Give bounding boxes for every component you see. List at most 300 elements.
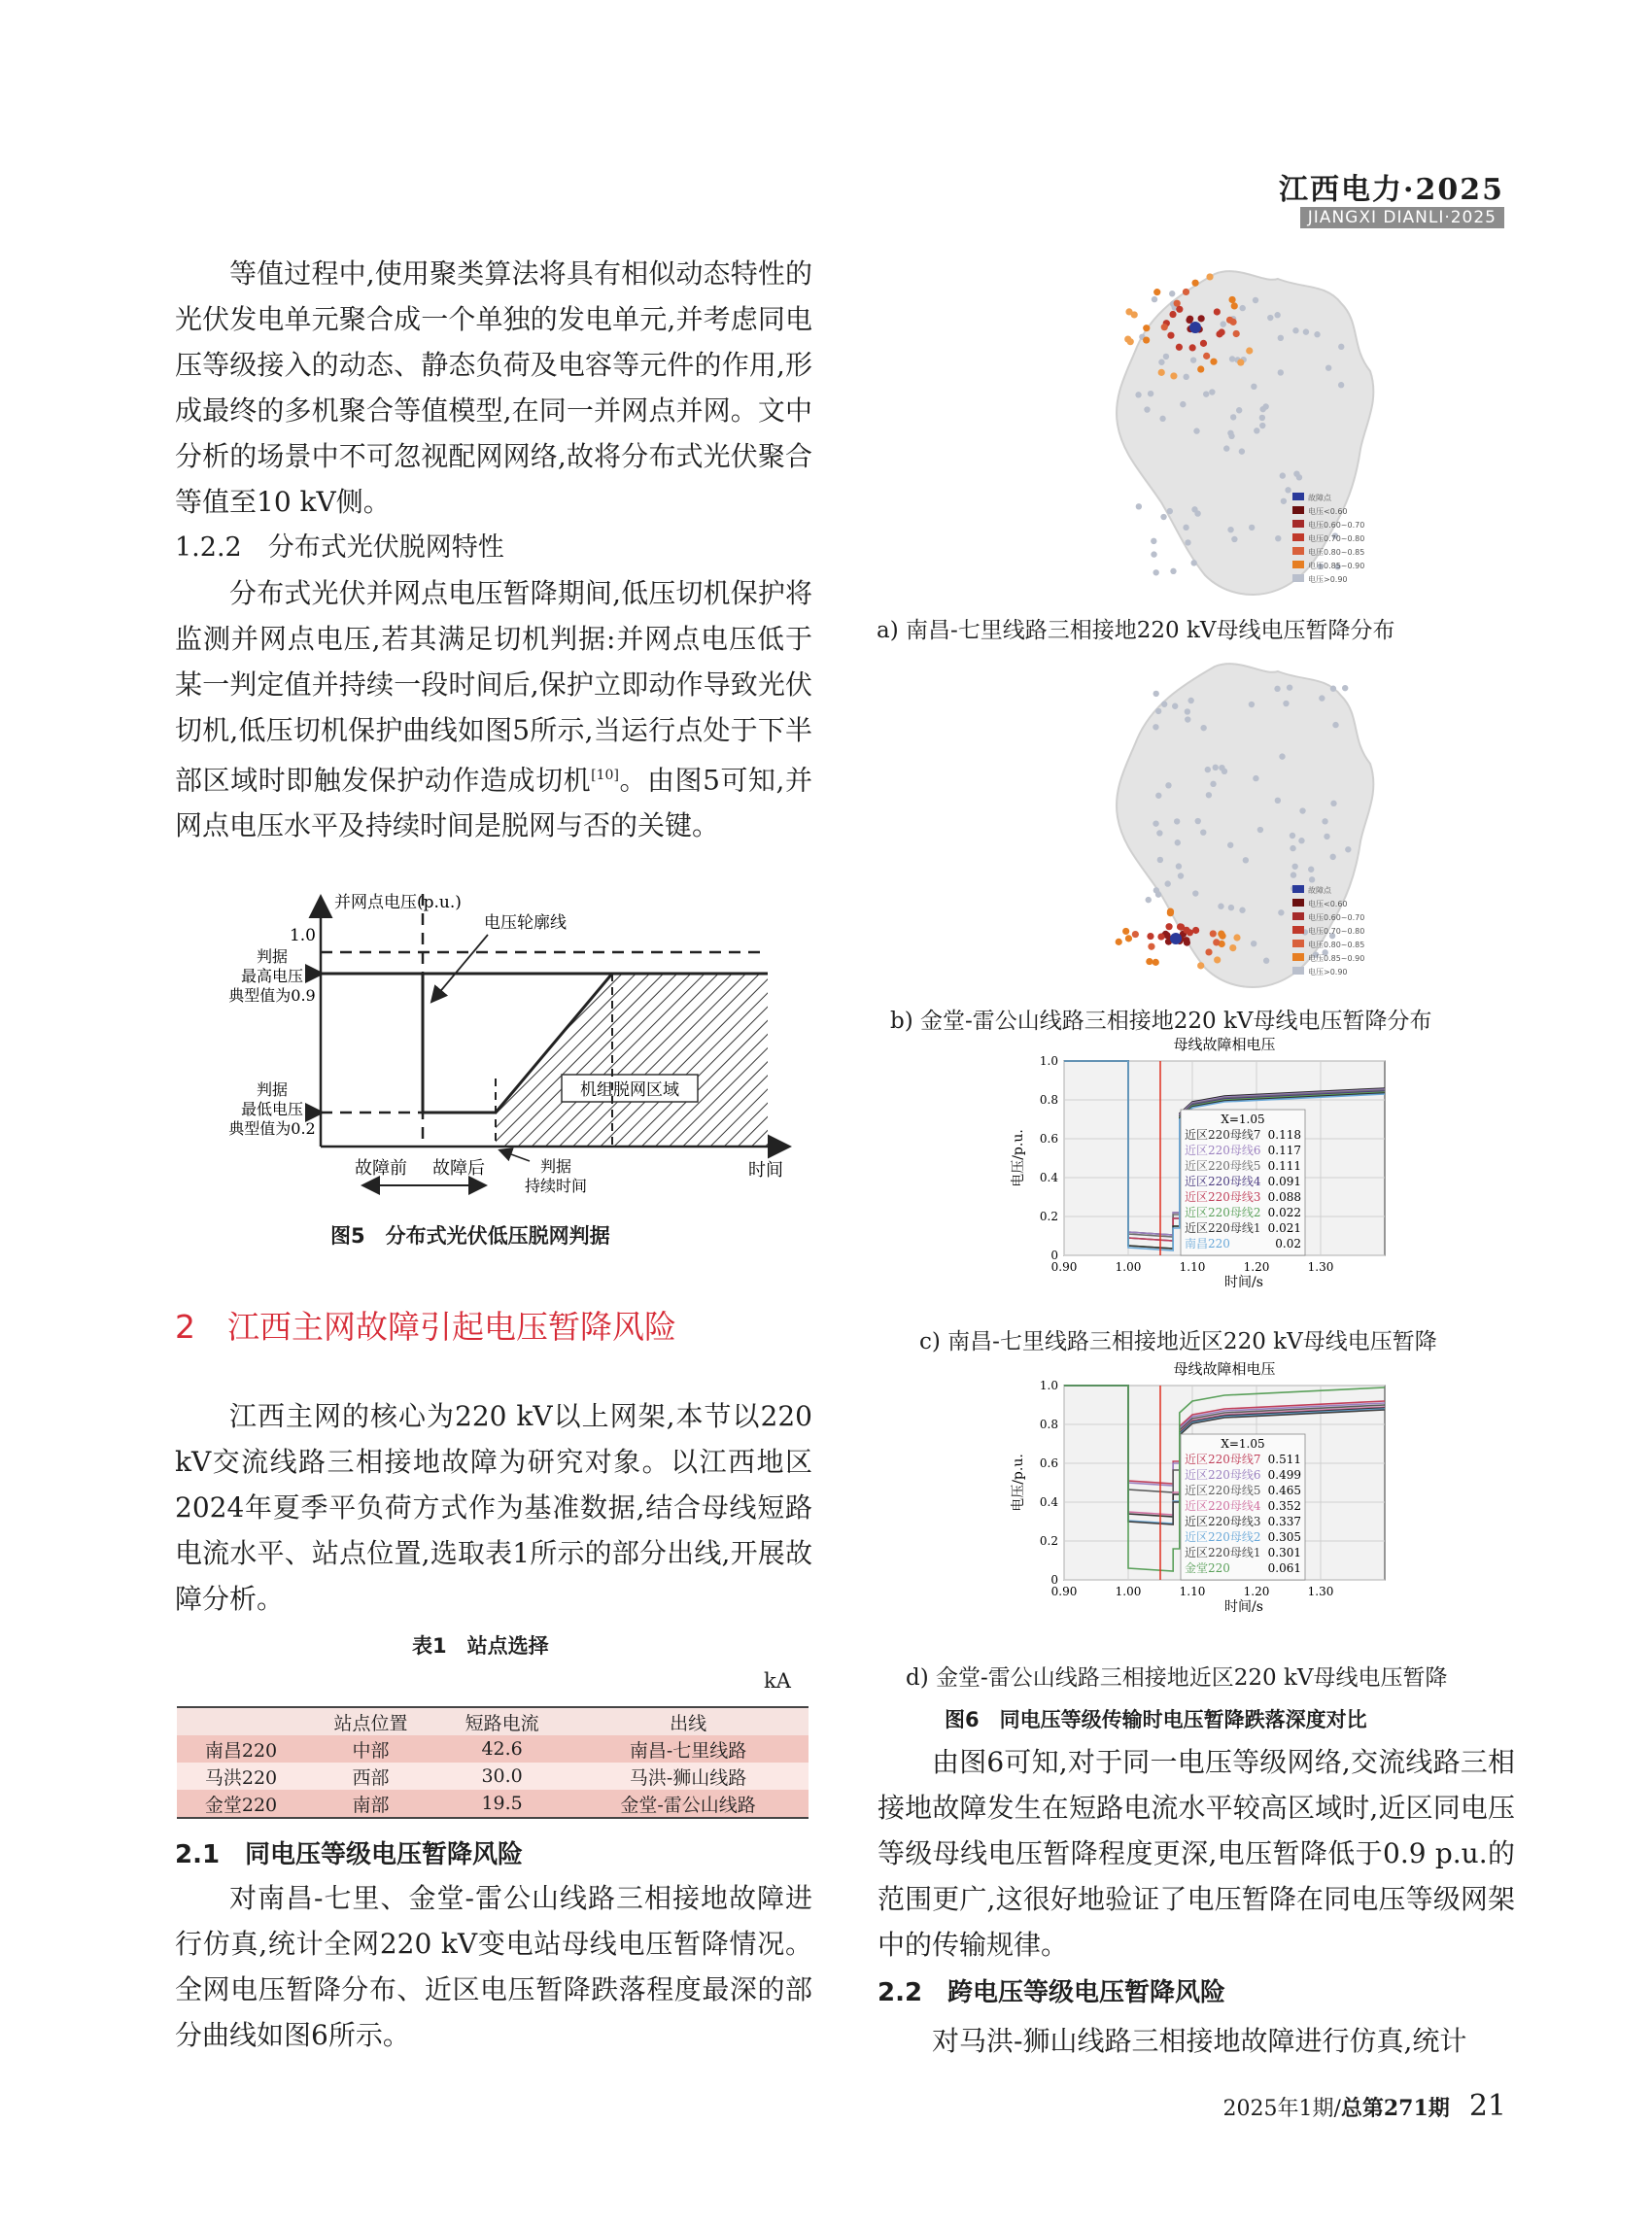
legend-series-value: 0.465 <box>1267 1484 1301 1497</box>
legend-series-value: 0.088 <box>1267 1190 1301 1204</box>
duration-pointer <box>500 1150 530 1161</box>
legend-label: 电压0.80~0.85 <box>1308 548 1365 557</box>
sag-station-dot <box>1158 369 1165 376</box>
x-cursor-label: X=1.05 <box>1221 1437 1265 1451</box>
station-dot <box>1279 753 1285 759</box>
station-dot <box>1231 536 1237 542</box>
legend-swatch <box>1292 926 1304 934</box>
station-dot <box>1185 539 1190 545</box>
table-cell: 19.5 <box>436 1790 568 1818</box>
y-tick-label: 0.4 <box>1039 1171 1058 1184</box>
station-dot <box>1314 331 1320 337</box>
station-dot <box>1172 703 1178 709</box>
station-dot <box>1169 291 1175 296</box>
station-dot <box>1200 725 1206 731</box>
province-outline <box>1117 271 1373 595</box>
table-1 <box>177 1706 809 1819</box>
sag-station-dot <box>1219 933 1225 940</box>
sag-station-dot <box>1189 344 1196 351</box>
paragraph-4: 对南昌-七里、金堂-雷公山线路三相接地故障进行仿真,统计全网220 kV变电站母线电压暂降情况。全网电压暂降分布、近区电压暂降跌落程度最深的部分曲线如图6所示。 <box>175 1882 812 2051</box>
station-dot <box>1287 684 1292 690</box>
sag-station-dot <box>1153 289 1160 295</box>
sag-station-dot <box>1132 931 1139 938</box>
station-dot <box>1263 958 1269 964</box>
station-dot <box>1227 430 1233 436</box>
station-dot <box>1155 708 1161 714</box>
legend-swatch <box>1292 953 1304 961</box>
left-text-top <box>175 251 812 848</box>
legend-series-name: 近区220母线5 <box>1185 1159 1261 1173</box>
station-dot <box>1185 716 1190 722</box>
station-dot <box>1193 428 1199 433</box>
sag-station-dot <box>1178 924 1185 931</box>
x-tick-label: 1.30 <box>1307 1585 1334 1598</box>
station-dot <box>1259 415 1265 421</box>
station-dot <box>1330 801 1336 806</box>
heading-2-2: 2.2 跨电压等级电压暂降风险 <box>878 1978 1226 2007</box>
legend-swatch <box>1292 899 1304 907</box>
table-cell: 中部 <box>305 1735 436 1763</box>
x-axis-label: 时间/s <box>1224 1275 1263 1290</box>
x-tick-label: 1.00 <box>1115 1260 1142 1274</box>
legend-series-name: 近区220母线7 <box>1185 1128 1261 1142</box>
lo-label-3: 典型值为0.2 <box>228 1119 316 1138</box>
station-dot <box>1165 782 1171 788</box>
station-dot <box>1210 781 1216 787</box>
paragraph-5: 由图6可知,对于同一电压等级网络,交流线路三相接地故障发生在短路电流水平较高区域时,近区同电压等级母线电压暂降程度更深,电压暂降低于0.9 p.u.的范围更广,这很好地验证了电压暂降在同电压等级网架中的传输规律。 <box>878 1746 1515 1961</box>
station-dot <box>1257 827 1263 833</box>
station-dot <box>1175 839 1181 845</box>
table-cell: 南昌-七里线路 <box>568 1735 809 1763</box>
sag-station-dot <box>1214 956 1221 963</box>
contour-label: 电压轮廓线 <box>484 913 567 933</box>
station-dot <box>1292 327 1298 333</box>
legend-series-name: 近区220母线1 <box>1185 1546 1261 1559</box>
heading-1-2-2: 1.2.2 分布式光伏脱网特性 <box>175 532 504 563</box>
sag-station-dot <box>1229 944 1236 951</box>
x-axis-label: 时间/s <box>1224 1599 1263 1615</box>
legend-series-value: 0.117 <box>1267 1144 1301 1157</box>
sag-station-dot <box>1187 316 1193 323</box>
station-dot <box>1205 767 1211 772</box>
contour-pointer <box>432 935 488 1001</box>
sag-station-dot <box>1192 927 1199 934</box>
station-dot <box>1164 880 1170 886</box>
station-dot <box>1299 807 1305 813</box>
page-number: 21 <box>1468 2089 1506 2123</box>
issue-info: 2025年1期/总第271期 <box>1222 2096 1450 2121</box>
table-cell: 马洪-狮山线路 <box>568 1763 809 1790</box>
station-dot <box>1192 890 1198 896</box>
legend-series-value: 0.118 <box>1267 1128 1301 1142</box>
legend-label: 电压0.70~0.80 <box>1308 927 1365 936</box>
legend-swatch <box>1292 520 1304 528</box>
station-dot <box>1157 857 1163 863</box>
x-tick-label: 1.00 <box>1115 1585 1142 1598</box>
station-dot <box>1228 905 1234 910</box>
legend-series-name: 近区220母线2 <box>1185 1206 1261 1219</box>
sag-station-dot <box>1219 328 1225 335</box>
citation: [10] <box>591 768 619 783</box>
x-tick-label: 0.90 <box>1050 1260 1078 1274</box>
station-dot <box>1278 335 1284 341</box>
sag-station-dot <box>1146 958 1153 965</box>
legend-series-name: 近区220母线2 <box>1185 1530 1261 1544</box>
y-axis-label: 电压/p.u. <box>1011 1129 1026 1187</box>
sag-station-dot <box>1197 962 1204 969</box>
station-dot <box>1329 854 1335 860</box>
station-dot <box>1291 864 1297 870</box>
paragraph-1: 等值过程中,使用聚类算法将具有相似动态特性的光伏发电单元聚合成一个单独的发电单元,并考虑同电压等级接入的动态、静态负荷及电容等元件的作用,形成最终的多机聚合等值模型,在同一并网点并网。文中分析的场景中不可忽视配网网络,故将分布式光伏聚合等值至10 kV侧。 <box>175 257 812 518</box>
y-1-0: 1.0 <box>289 926 316 945</box>
paragraph-2: 分布式光伏并网点电压暂降期间,低压切机保护将监测并网点电压,若其满足切机判据:并网点电压低于某一判定值并持续一段时间后,保护立即动作导致光伏切机,低压切机保护曲线如图5所示,当运行点处于下半部区域时即触发保护动作造成切机[10]。由图5可知,并网点电压水平及持续时间是脱网与否的关键。 <box>175 577 812 842</box>
legend-label: 故障点 <box>1308 886 1331 895</box>
region-label: 机组脱网区域 <box>580 1080 679 1100</box>
station-dot <box>1259 423 1265 428</box>
legend-swatch <box>1292 940 1304 947</box>
station-dot <box>1236 407 1242 413</box>
station-dot <box>1330 686 1336 692</box>
station-dot <box>1160 514 1166 520</box>
x-axis-label: 时间 <box>748 1160 783 1181</box>
table-header-cell <box>177 1707 305 1735</box>
station-dot <box>1342 685 1348 691</box>
hi-label-2: 最高电压 <box>240 967 304 985</box>
legend-series-name: 近区220母线4 <box>1185 1175 1261 1188</box>
journal-title: 江西电力·2025 <box>1279 173 1504 207</box>
station-dot <box>1183 374 1188 380</box>
station-dot <box>1167 508 1173 514</box>
heading-2-1: 2.1 同电压等级电压暂降风险 <box>175 1840 524 1869</box>
station-dot <box>1136 503 1142 509</box>
station-dot <box>1249 702 1255 707</box>
station-dot <box>1223 445 1229 451</box>
table-cell: 金堂-雷公山线路 <box>568 1790 809 1818</box>
hi-label-3: 典型值为0.9 <box>228 986 316 1005</box>
station-dot <box>1219 765 1224 771</box>
station-dot <box>1146 897 1152 903</box>
station-dot <box>1195 818 1201 824</box>
legend-swatch <box>1292 885 1304 893</box>
station-dot <box>1176 863 1182 869</box>
sag-station-dot <box>1197 365 1204 372</box>
legend-label: 电压0.60~0.70 <box>1308 913 1365 922</box>
legend-label: 电压0.85~0.90 <box>1308 562 1365 570</box>
sag-station-dot <box>1226 317 1233 324</box>
fault-point <box>1189 322 1201 333</box>
sag-station-dot <box>1228 296 1235 303</box>
paragraph-6: 对马洪-狮山线路三相接地故障进行仿真,统计 <box>932 2025 1467 2057</box>
station-dot <box>1298 838 1304 843</box>
x-tick-label: 0.90 <box>1050 1585 1078 1598</box>
station-dot <box>1249 525 1255 531</box>
fault-point <box>1170 933 1182 944</box>
sag-station-dot <box>1187 929 1193 936</box>
station-dot <box>1170 568 1176 574</box>
sag-station-dot <box>1122 928 1129 935</box>
station-dot <box>1290 845 1295 851</box>
station-dot <box>1280 472 1286 478</box>
table-cell: 42.6 <box>436 1735 568 1763</box>
station-dot <box>1308 867 1314 873</box>
table-1-unit: kA <box>764 1669 791 1693</box>
station-dot <box>1227 842 1233 848</box>
sag-station-dot <box>1206 273 1213 280</box>
sag-station-dot <box>1233 330 1240 337</box>
station-dot <box>1174 818 1180 824</box>
station-dot <box>1325 364 1331 370</box>
sag-station-dot <box>1153 959 1159 966</box>
table-header-cell: 出线 <box>568 1707 809 1735</box>
station-dot <box>1253 775 1258 781</box>
sag-station-dot <box>1205 948 1212 955</box>
sag-station-dot <box>1124 335 1131 342</box>
station-dot <box>1239 448 1245 454</box>
station-dot <box>1218 904 1223 909</box>
station-dot <box>1191 506 1197 512</box>
sag-station-dot <box>1148 943 1154 950</box>
station-dot <box>1338 344 1344 350</box>
sag-station-dot <box>1125 308 1132 315</box>
disconnect-region <box>496 974 768 1147</box>
x-tick-label: 1.10 <box>1179 1585 1206 1598</box>
station-dot <box>1281 498 1287 504</box>
caption-d: d) 金堂-雷公山线路三相接地近区220 kV母线电压暂降 <box>906 1665 1448 1691</box>
station-dot <box>1180 401 1186 407</box>
station-dot <box>1161 702 1167 707</box>
figure-6-caption: 图6 同电压等级传输时电压暂降跌落深度对比 <box>945 1708 1367 1731</box>
sag-station-dot <box>1143 325 1150 331</box>
legend-series-value: 0.022 <box>1267 1206 1301 1219</box>
legend-swatch <box>1292 493 1304 500</box>
table-cell: 南昌220 <box>177 1735 305 1763</box>
sag-station-dot <box>1233 934 1240 941</box>
x-tick-label: 1.20 <box>1243 1260 1270 1274</box>
sag-station-dot <box>1184 939 1190 945</box>
figure-5 <box>175 884 816 1215</box>
x-tick-label: 1.30 <box>1307 1260 1334 1274</box>
figure-5-caption: 图5 分布式光伏低压脱网判据 <box>330 1224 610 1248</box>
y-tick-label: 0 <box>1050 1249 1058 1262</box>
legend-series-value: 0.021 <box>1267 1221 1301 1235</box>
sag-station-dot <box>1169 311 1176 318</box>
station-dot <box>1319 695 1325 701</box>
station-dot <box>1200 829 1206 835</box>
right-text <box>878 1739 1515 2064</box>
sag-station-dot <box>1213 939 1220 945</box>
legend-swatch <box>1292 561 1304 568</box>
legend-series-value: 0.061 <box>1267 1561 1301 1575</box>
legend-series-name: 近区220母线4 <box>1185 1499 1261 1513</box>
caption-b: b) 金堂-雷公山线路三相接地220 kV母线电压暂降分布 <box>890 1009 1432 1034</box>
legend-series-value: 0.305 <box>1267 1530 1301 1544</box>
station-dot <box>1274 312 1280 318</box>
table-cell: 马洪220 <box>177 1763 305 1790</box>
station-dot <box>1190 560 1196 565</box>
table-header-cell: 短路电流 <box>436 1707 568 1735</box>
station-dot <box>1221 321 1226 326</box>
station-dot <box>1309 876 1315 882</box>
sag-station-dot <box>1210 359 1217 365</box>
left-text-bottom <box>175 1875 812 2058</box>
legend-series-name: 近区220母线3 <box>1185 1515 1261 1528</box>
before-fault-label: 故障前 <box>355 1158 407 1179</box>
chart-title: 母线故障相电压 <box>1173 1036 1276 1053</box>
y-tick-label: 0.6 <box>1039 1132 1058 1146</box>
y-tick-label: 0.2 <box>1039 1210 1058 1223</box>
sag-station-dot <box>1214 308 1221 315</box>
station-dot <box>1178 873 1184 878</box>
table-row <box>177 1790 809 1818</box>
journal-subtitle: JIANGXI DIANLI·2025 <box>1300 207 1504 228</box>
station-dot <box>1156 830 1162 836</box>
legend-series-value: 0.499 <box>1267 1468 1301 1482</box>
sag-station-dot <box>1237 359 1244 365</box>
station-dot <box>1163 354 1169 360</box>
station-dot <box>1332 722 1338 728</box>
legend-label: 电压>0.90 <box>1308 575 1348 584</box>
sag-station-dot <box>1246 347 1253 354</box>
legend-swatch <box>1292 912 1304 920</box>
legend-series-name: 近区220母线6 <box>1185 1468 1261 1482</box>
chart-title: 母线故障相电压 <box>1173 1360 1276 1378</box>
station-dot <box>1274 686 1280 692</box>
y-tick-label: 0 <box>1050 1573 1058 1587</box>
legend-label: 故障点 <box>1308 494 1331 502</box>
station-dot <box>1190 357 1196 362</box>
table-header-row <box>177 1707 809 1735</box>
station-dot <box>1152 296 1157 302</box>
legend-series-value: 0.02 <box>1275 1237 1301 1250</box>
station-dot <box>1230 414 1236 420</box>
page-footer <box>1222 2089 1506 2123</box>
lo-label-1: 判据 <box>256 1080 289 1099</box>
station-dot <box>1243 857 1249 863</box>
station-dot <box>1345 846 1351 852</box>
station-dot <box>1151 538 1156 544</box>
station-dot <box>1209 389 1215 394</box>
sag-station-dot <box>1200 340 1207 347</box>
sag-station-dot <box>1143 336 1150 343</box>
legend-series-name: 近区220母线6 <box>1185 1144 1261 1157</box>
sag-station-dot <box>1183 289 1189 295</box>
station-dot <box>1324 834 1329 839</box>
table-row <box>177 1763 809 1790</box>
station-dot <box>1229 356 1235 361</box>
legend-series-value: 0.111 <box>1267 1159 1301 1173</box>
y-axis-label: 电压/p.u. <box>1011 1454 1026 1512</box>
lo-label-2: 最低电压 <box>240 1100 304 1118</box>
legend-swatch <box>1292 967 1304 975</box>
legend-label: 电压0.60~0.70 <box>1308 521 1365 530</box>
legend-swatch <box>1292 506 1304 514</box>
map-a <box>1069 255 1399 609</box>
table-cell: 南部 <box>305 1790 436 1818</box>
station-dot <box>1293 470 1299 476</box>
station-dot <box>1155 793 1161 799</box>
station-dot <box>1203 391 1209 396</box>
station-dot <box>1275 798 1281 804</box>
station-dot <box>1151 551 1156 557</box>
station-dot <box>1303 328 1309 334</box>
left-text-mid <box>175 1393 812 1622</box>
legend-label: 电压0.80~0.85 <box>1308 941 1365 949</box>
station-dot <box>1251 384 1256 390</box>
legend-swatch <box>1292 574 1304 582</box>
station-dot <box>1283 701 1289 706</box>
station-dot <box>1153 569 1158 575</box>
y-tick-label: 1.0 <box>1039 1054 1058 1068</box>
legend-series-name: 南昌220 <box>1185 1237 1230 1250</box>
table-header-cell: 站点位置 <box>305 1707 436 1735</box>
station-dot <box>1187 698 1193 703</box>
station-dot <box>1262 403 1268 409</box>
paragraph-3: 江西主网的核心为220 kV以上网架,本节以220 kV交流线路三相接地故障为研究对象。以江西地区2024年夏季平负荷方式作为基准数据,结合母线短路电流水平、站点位置,选取表1所示的部分出线,开展故障分析。 <box>175 1400 812 1615</box>
section-2-heading: 2 江西主网故障引起电压暂降风险 <box>175 1308 676 1346</box>
sag-station-dot <box>1116 939 1122 945</box>
station-dot <box>1275 535 1281 541</box>
sag-station-dot <box>1147 933 1153 940</box>
legend-label: 电压0.85~0.90 <box>1308 954 1365 963</box>
table-cell: 金堂220 <box>177 1790 305 1818</box>
station-dot <box>1135 392 1141 397</box>
station-dot <box>1254 428 1259 433</box>
legend-series-value: 0.511 <box>1267 1453 1301 1466</box>
sag-station-dot <box>1167 908 1174 915</box>
legend-series-value: 0.091 <box>1267 1175 1301 1188</box>
legend-label: 电压<0.60 <box>1308 507 1348 516</box>
sag-station-dot <box>1176 306 1183 313</box>
station-dot <box>1291 872 1296 877</box>
station-dot <box>1239 305 1245 311</box>
station-dot <box>1144 406 1150 412</box>
sag-station-dot <box>1191 280 1198 287</box>
sag-station-dot <box>1165 923 1172 930</box>
station-dot <box>1153 820 1158 826</box>
station-dot <box>1148 391 1153 396</box>
sag-station-dot <box>1167 332 1174 339</box>
caption-a: a) 南昌-七里线路三相接地220 kV母线电压暂降分布 <box>877 618 1395 643</box>
station-dot <box>1183 525 1188 531</box>
chart-c <box>1001 1036 1438 1318</box>
table-cell: 西部 <box>305 1763 436 1790</box>
station-dot <box>1206 792 1212 798</box>
station-dot <box>1159 416 1165 422</box>
station-dot <box>1285 487 1291 493</box>
x-tick-label: 1.10 <box>1179 1260 1206 1274</box>
legend-series-name: 近区220母线3 <box>1185 1190 1261 1204</box>
station-dot <box>1338 382 1344 388</box>
station-dot <box>1153 724 1158 730</box>
station-dot <box>1322 818 1327 824</box>
chart-d <box>1001 1360 1438 1642</box>
table-cell: 30.0 <box>436 1763 568 1790</box>
legend-series-value: 0.337 <box>1267 1515 1301 1528</box>
hi-label-1: 判据 <box>256 947 289 966</box>
y-axis-label: 并网点电压(p.u.) <box>334 893 462 912</box>
y-tick-label: 0.4 <box>1039 1495 1058 1509</box>
legend-label: 电压>0.90 <box>1308 968 1348 976</box>
station-dot <box>1267 315 1273 321</box>
station-dot <box>1290 833 1295 839</box>
legend-series-name: 近区220母线7 <box>1185 1453 1261 1466</box>
station-dot <box>1153 691 1158 697</box>
station-dot <box>1227 527 1233 532</box>
legend-label: 电压<0.60 <box>1308 900 1348 908</box>
legend-series-value: 0.352 <box>1267 1499 1301 1513</box>
table-row <box>177 1735 809 1763</box>
station-dot <box>1278 909 1284 915</box>
